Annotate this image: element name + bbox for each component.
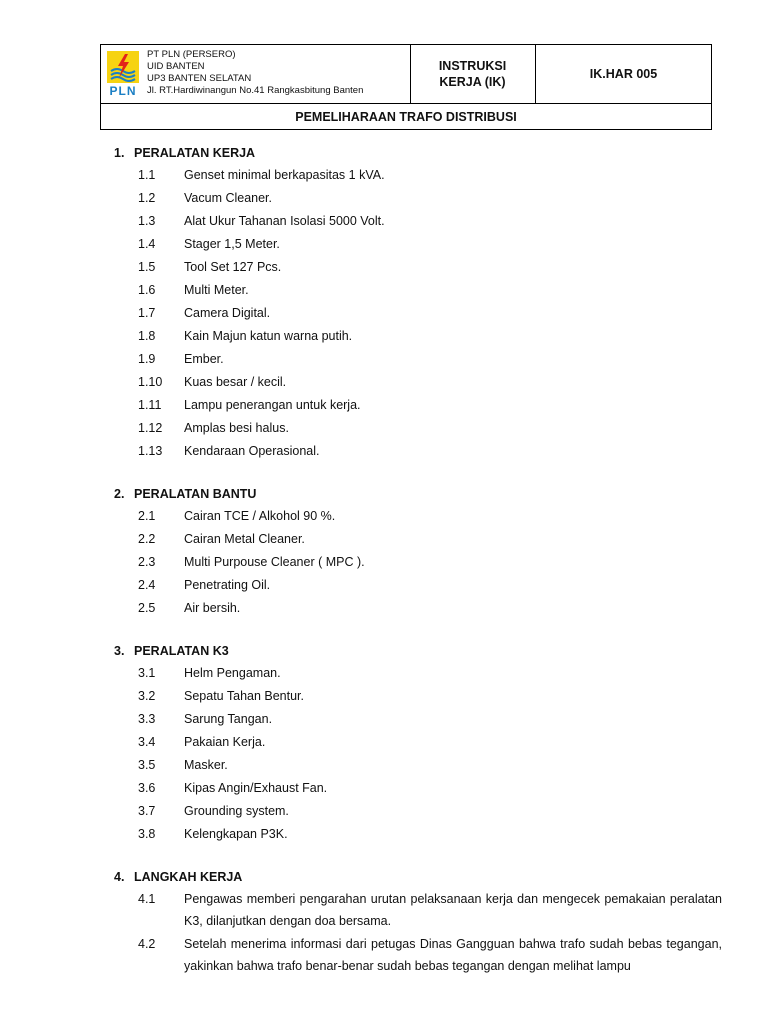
list-item	[114, 329, 722, 352]
document-body	[114, 146, 722, 997]
list-item	[114, 237, 722, 260]
list-item	[114, 375, 722, 398]
step-item	[114, 888, 722, 932]
list-item	[114, 306, 722, 329]
list-item	[114, 555, 722, 578]
list-item	[114, 578, 722, 601]
item-text: Stager 1,5 Meter.	[184, 237, 280, 251]
item-number: 2.2	[138, 532, 156, 546]
doc-code: IK.HAR 005	[589, 67, 658, 81]
list-item	[114, 260, 722, 283]
item-text: Vacum Cleaner.	[184, 191, 273, 205]
pln-logo-icon	[107, 51, 139, 83]
section-title: PERALATAN K3	[134, 644, 229, 658]
item-number: 3.2	[138, 689, 156, 703]
org-line: UID BANTEN	[147, 61, 205, 72]
organization-info	[147, 49, 363, 97]
step-text: Pengawas memberi pengarahan urutan pelaksanaan kerja dan mengecek pemakaian peralatan K3, dilanjutkan dengan doa bersama.	[184, 892, 722, 928]
section-title: LANGKAH KERJA	[134, 870, 243, 884]
list-item	[114, 712, 722, 735]
list-item	[114, 421, 722, 444]
item-number: 1.12	[138, 421, 163, 435]
item-text: Amplas besi halus.	[184, 421, 289, 435]
list-item	[114, 804, 722, 827]
item-number: 1.1	[138, 168, 156, 182]
item-text: Multi Meter.	[184, 283, 249, 297]
org-line: UP3 BANTEN SELATAN	[147, 73, 252, 84]
item-text: Pakaian Kerja.	[184, 735, 266, 749]
item-text: Kipas Angin/Exhaust Fan.	[184, 781, 328, 795]
section-number: 1.	[114, 146, 125, 160]
step-number: 4.2	[138, 937, 156, 951]
item-text: Penetrating Oil.	[184, 578, 271, 592]
section-heading	[114, 487, 722, 509]
item-text: Masker.	[184, 758, 228, 772]
doc-type-line2: KERJA (IK)	[439, 75, 506, 89]
item-number: 1.4	[138, 237, 156, 251]
item-number: 1.3	[138, 214, 156, 228]
document-header	[100, 44, 712, 130]
step-text: Setelah menerima informasi dari petugas Dinas Gangguan bahwa trafo sudah bebas tegangan, yakinkan bahwa trafo benar-benar sudah bebas tegangan dengan melihat lampu	[184, 937, 722, 973]
section-title: PERALATAN BANTU	[134, 487, 257, 501]
section-peralatan-bantu	[114, 487, 722, 624]
item-number: 1.9	[138, 352, 156, 366]
item-text: Kelengkapan P3K.	[184, 827, 288, 841]
organization-cell	[101, 45, 411, 103]
list-item	[114, 283, 722, 306]
list-item	[114, 532, 722, 555]
item-number: 3.4	[138, 735, 156, 749]
step-item	[114, 933, 722, 977]
section-langkah-kerja	[114, 870, 722, 977]
list-item	[114, 191, 722, 214]
item-number: 1.7	[138, 306, 156, 320]
list-item	[114, 352, 722, 375]
section-heading	[114, 644, 722, 666]
list-item	[114, 398, 722, 421]
list-item	[114, 214, 722, 237]
item-text: Cairan TCE / Alkohol 90 %.	[184, 509, 336, 523]
pln-logo-text: PLN	[109, 84, 137, 98]
item-text: Helm Pengaman.	[184, 666, 281, 680]
section-number: 4.	[114, 870, 125, 884]
item-text: Sepatu Tahan Bentur.	[184, 689, 305, 703]
item-number: 2.5	[138, 601, 156, 615]
item-text: Kendaraan Operasional.	[184, 444, 320, 458]
item-text: Air bersih.	[184, 601, 241, 615]
list-item	[114, 666, 722, 689]
item-number: 2.3	[138, 555, 156, 569]
item-number: 1.8	[138, 329, 156, 343]
section-peralatan-k3	[114, 644, 722, 850]
item-text: Cairan Metal Cleaner.	[184, 532, 305, 546]
item-text: Genset minimal berkapasitas 1 kVA.	[184, 168, 385, 182]
item-text: Grounding system.	[184, 804, 289, 818]
section-number: 3.	[114, 644, 125, 658]
item-text: Alat Ukur Tahanan Isolasi 5000 Volt.	[184, 214, 385, 228]
item-number: 1.2	[138, 191, 156, 205]
list-item	[114, 781, 722, 804]
section-title: PERALATAN KERJA	[134, 146, 256, 160]
list-item	[114, 601, 722, 624]
item-number: 1.11	[138, 398, 162, 412]
item-number: 1.5	[138, 260, 156, 274]
step-number: 4.1	[138, 892, 156, 906]
list-item	[114, 827, 722, 850]
item-text: Lampu penerangan untuk kerja.	[184, 398, 361, 412]
org-address: Jl. RT.Hardiwinangun No.41 Rangkasbitung Banten	[147, 85, 364, 96]
section-peralatan-kerja	[114, 146, 722, 467]
item-number: 2.1	[138, 509, 156, 523]
list-item	[114, 735, 722, 758]
list-item	[114, 689, 722, 712]
list-item	[114, 509, 722, 532]
section-heading	[114, 146, 722, 168]
item-number: 3.5	[138, 758, 156, 772]
item-number: 1.13	[138, 444, 163, 458]
list-item	[114, 758, 722, 781]
item-text: Kuas besar / kecil.	[184, 375, 287, 389]
item-number: 3.8	[138, 827, 156, 841]
doc-type-cell	[410, 45, 536, 103]
item-text: Ember.	[184, 352, 224, 366]
item-text: Sarung Tangan.	[184, 712, 273, 726]
org-line: PT PLN (PERSERO)	[147, 49, 236, 60]
item-text: Camera Digital.	[184, 306, 271, 320]
item-number: 3.7	[138, 804, 156, 818]
list-item	[114, 444, 722, 467]
item-text: Multi Purpouse Cleaner ( MPC ).	[184, 555, 365, 569]
item-number: 3.6	[138, 781, 156, 795]
item-number: 2.4	[138, 578, 156, 592]
item-number: 3.1	[138, 666, 156, 680]
list-item	[114, 168, 722, 191]
header-top-row	[101, 45, 711, 104]
pln-logo	[104, 49, 142, 99]
item-number: 1.10	[138, 375, 163, 389]
section-number: 2.	[114, 487, 125, 501]
item-text: Kain Majun katun warna putih.	[184, 329, 353, 343]
doc-title: PEMELIHARAAN TRAFO DISTRIBUSI	[295, 109, 517, 124]
item-number: 1.6	[138, 283, 156, 297]
doc-type-line1: INSTRUKSI	[438, 59, 507, 73]
item-text: Tool Set 127 Pcs.	[184, 260, 282, 274]
item-number: 3.3	[138, 712, 156, 726]
